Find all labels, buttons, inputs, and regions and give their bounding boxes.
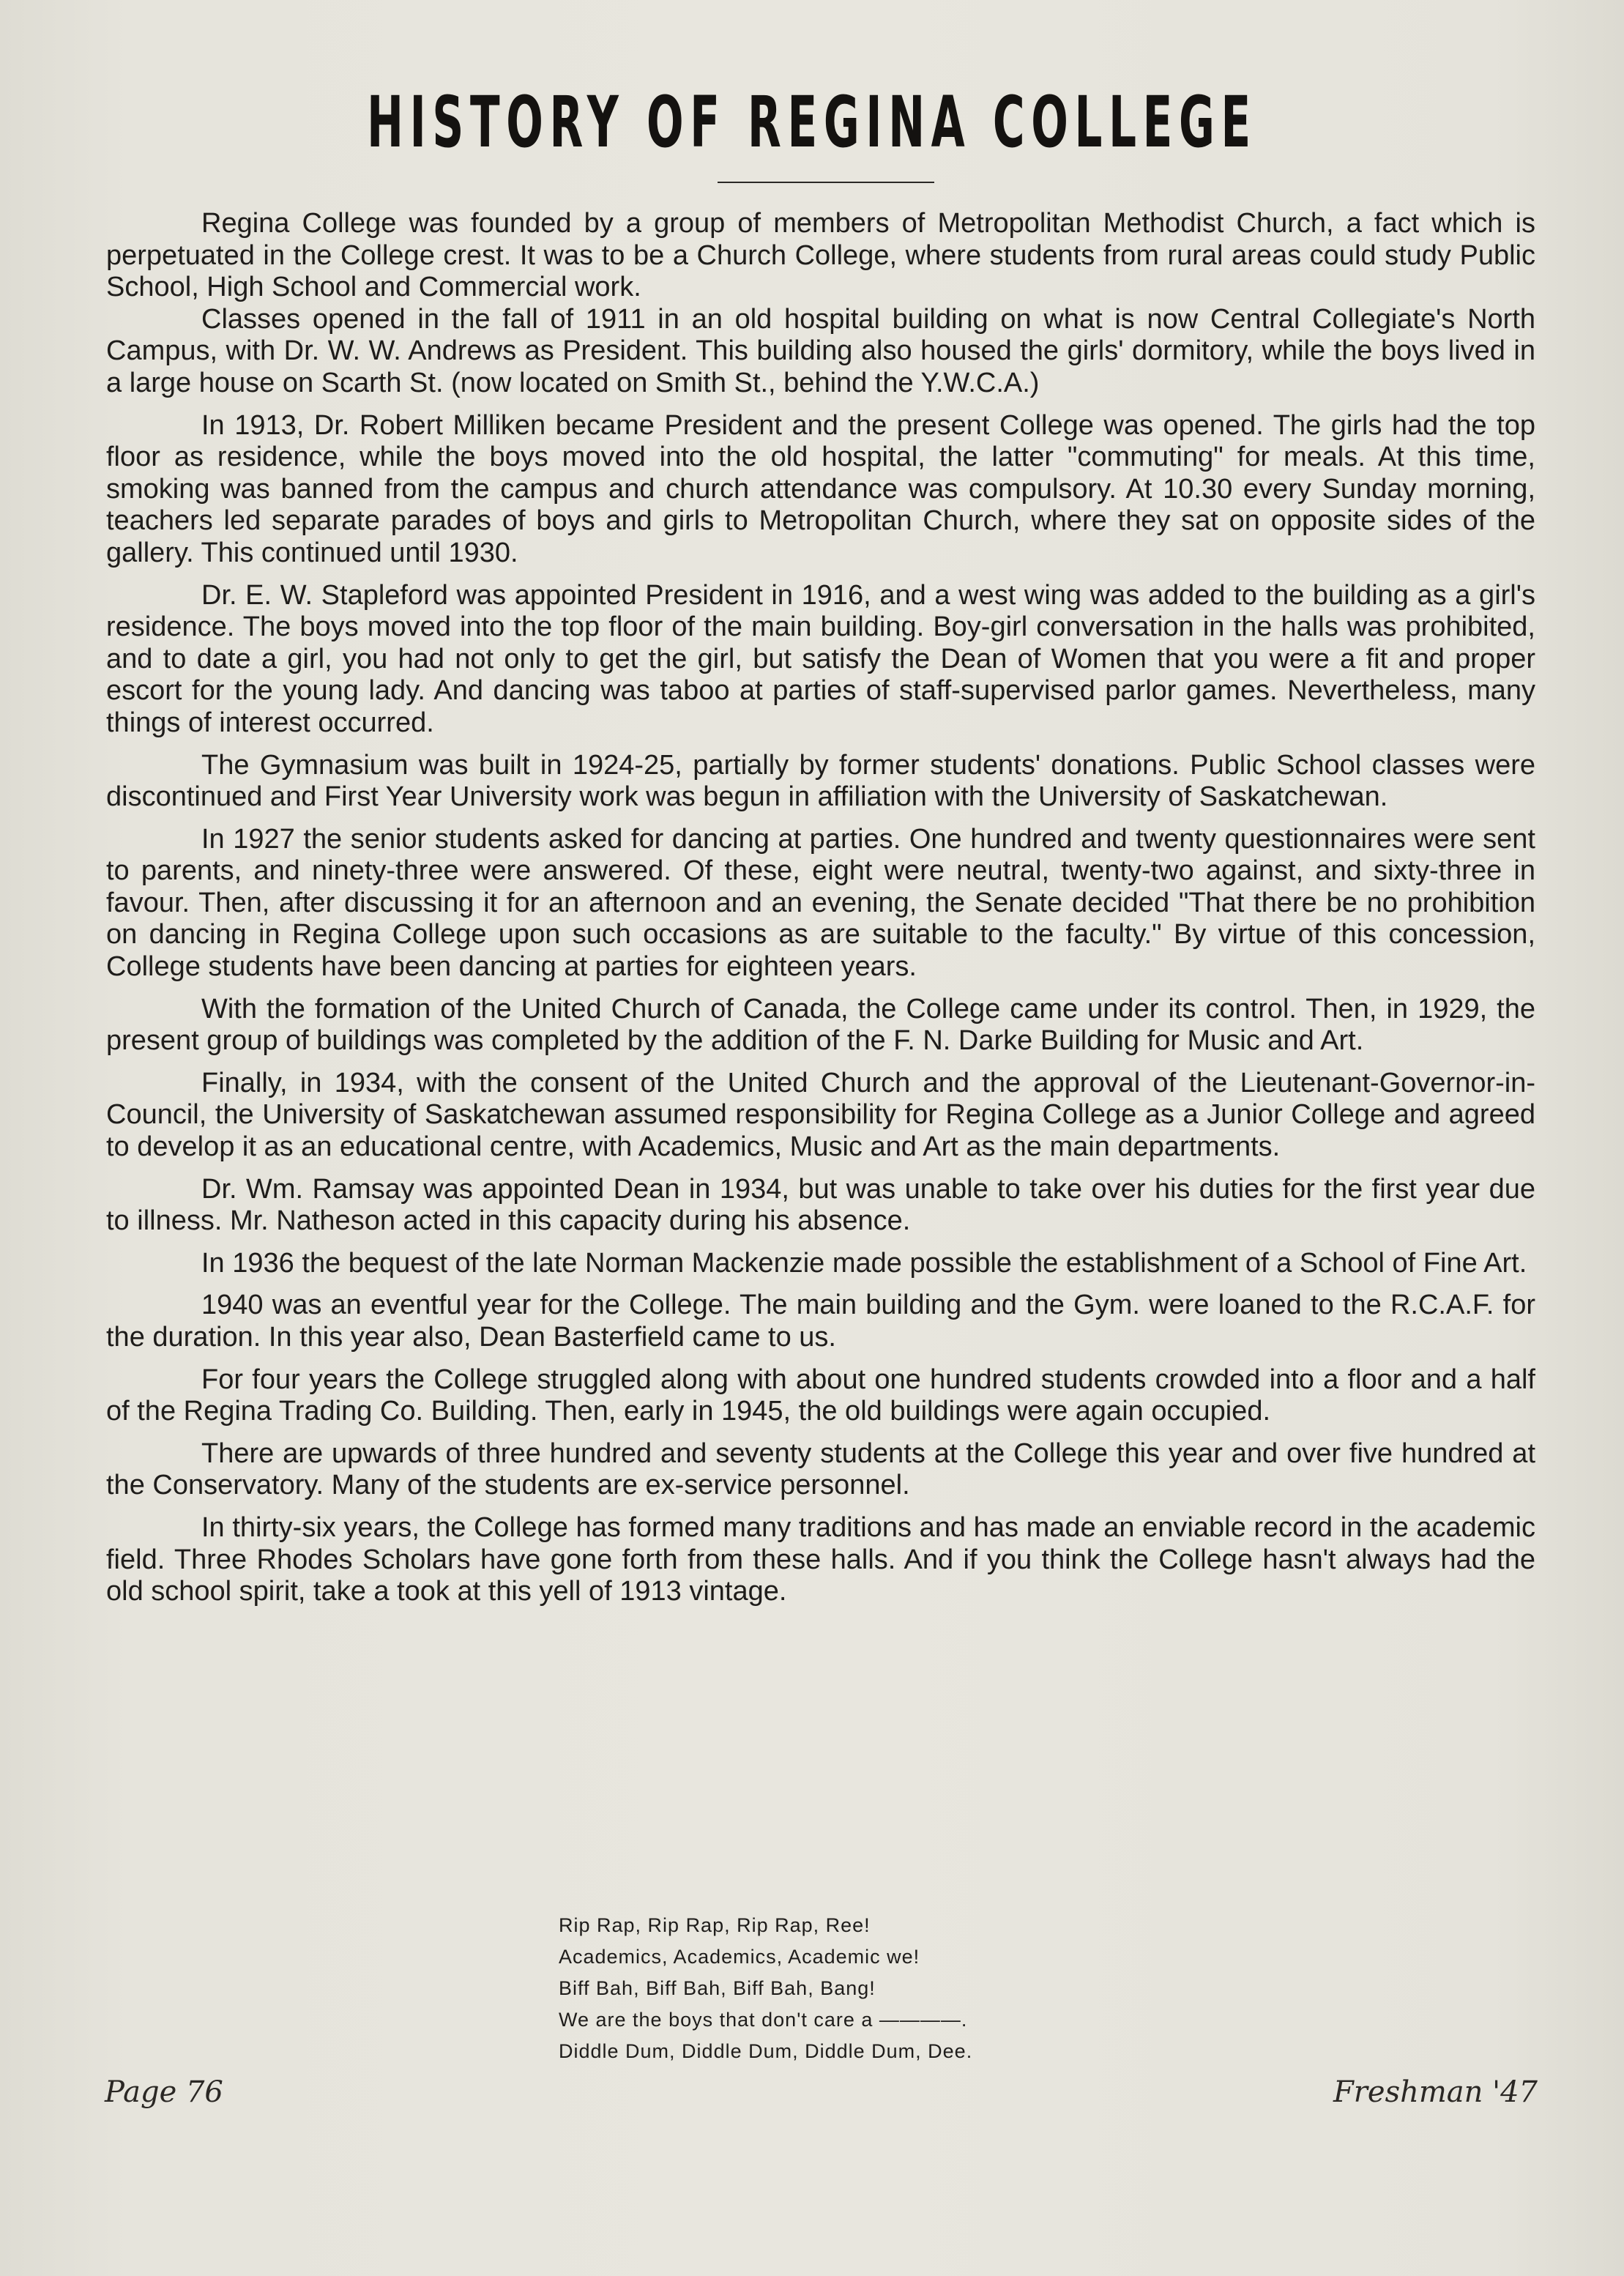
paragraph: With the formation of the United Church of Canada, the College came under its control. Then, in 1929, the present group of buildings was completed by the addition of the F. N. Darke Building for Music and Art.	[106, 993, 1535, 1057]
page-title: HISTORY OF REGINA COLLEGE	[367, 81, 1257, 163]
paragraph: Finally, in 1934, with the consent of the United Church and the approval of the Lieutenant-Governor-in-Council, the University of Saskatchewan assumed responsibility for Regina College as a Junior College and agreed to develop it as an educational centre, with Academics, Music and Art as the main departments.	[106, 1067, 1535, 1163]
yell-line: Biff Bah, Biff Bah, Biff Bah, Bang!	[559, 1977, 876, 1999]
title-divider	[718, 182, 934, 183]
yell-line: Academics, Academics, Academic we!	[559, 1946, 920, 1968]
college-yell	[559, 1910, 972, 2067]
paragraph: In 1913, Dr. Robert Milliken became President and the present College was opened. The girls had the top floor as residence, while the boys moved into the old hospital, the latter "commuting" for meals. At this time, smoking was banned from the campus and church attendance was compulsory. At 10.30 every Sunday morning, teachers led separate parades of boys and girls to Metropolitan Church, where they sat on opposite sides of the gallery. This continued until 1930.	[106, 409, 1535, 568]
paragraph: The Gymnasium was built in 1924-25, partially by former students' donations. Public School classes were discontinued and First Year University work was begun in affiliation with the University of Saskatchewan.	[106, 749, 1535, 813]
publication-name: Freshman '47	[1333, 2075, 1538, 2109]
article-body	[106, 208, 1535, 1608]
paragraph: Classes opened in the fall of 1911 in an old hospital building on what is now Central Collegiate's North Campus, with Dr. W. W. Andrews as President. This building also housed the girls' dormitory, while the boys lived in a large house on Scarth St. (now located on Smith St., behind the Y.W.C.A.)	[106, 303, 1535, 398]
paragraph: Dr. Wm. Ramsay was appointed Dean in 1934, but was unable to take over his duties for the first year due to illness. Mr. Natheson acted in this capacity during his absence.	[106, 1173, 1535, 1237]
yell-line: Diddle Dum, Diddle Dum, Diddle Dum, Dee.	[559, 2040, 973, 2062]
paragraph: Dr. E. W. Stapleford was appointed President in 1916, and a west wing was added to the building as a girl's residence. The boys moved into the top floor of the main building. Boy-girl conversation in the halls was prohibited, and to date a girl, you had not only to get the girl, but satisfy the Dean of Women that you were a fit and proper escort for the young lady. And dancing was taboo at parties of staff-supervised parlor games. Nevertheless, many things of interest occurred.	[106, 579, 1535, 738]
paragraph: In 1936 the bequest of the late Norman Mackenzie made possible the establishment of a School of Fine Art.	[201, 1247, 1527, 1279]
paragraph: In thirty-six years, the College has formed many traditions and has made an enviable record in the academic field. Three Rhodes Scholars have gone forth from these halls. And if you think the College hasn't always had the old school spirit, take a took at this yell of 1913 vintage.	[106, 1511, 1535, 1607]
yell-line: Rip Rap, Rip Rap, Rip Rap, Ree!	[559, 1914, 871, 1936]
paragraph: In 1927 the senior students asked for dancing at parties. One hundred and twenty questionnaires were sent to parents, and ninety-three were answered. Of these, eight were neutral, twenty-two against, and sixty-three in favour. Then, after discussing it for an afternoon and an evening, the Senate decided "That there be no prohibition on dancing in Regina College upon such occasions as are suitable to the faculty." By virtue of this concession, College students have been dancing at parties for eighteen years.	[106, 823, 1535, 983]
paragraph: 1940 was an eventful year for the College. The main building and the Gym. were loaned to the R.C.A.F. for the duration. In this year also, Dean Basterfield came to us.	[106, 1290, 1535, 1353]
page-number: Page 76	[105, 2075, 223, 2109]
paragraph: For four years the College struggled along with about one hundred students crowded into a floor and a half of the Regina Trading Co. Building. Then, early in 1945, the old buildings were again occupied.	[106, 1364, 1535, 1427]
paragraph: There are upwards of three hundred and seventy students at the College this year and over five hundred at the Conservatory. Many of the students are ex-service personnel.	[106, 1438, 1535, 1501]
paragraph: Regina College was founded by a group of members of Metropolitan Methodist Church, a fact which is perpetuated in the College crest. It was to be a Church College, where students from rural areas could study Public School, High School and Commercial work.	[106, 208, 1535, 303]
yell-line: We are the boys that don't care a ————.	[559, 2009, 968, 2031]
